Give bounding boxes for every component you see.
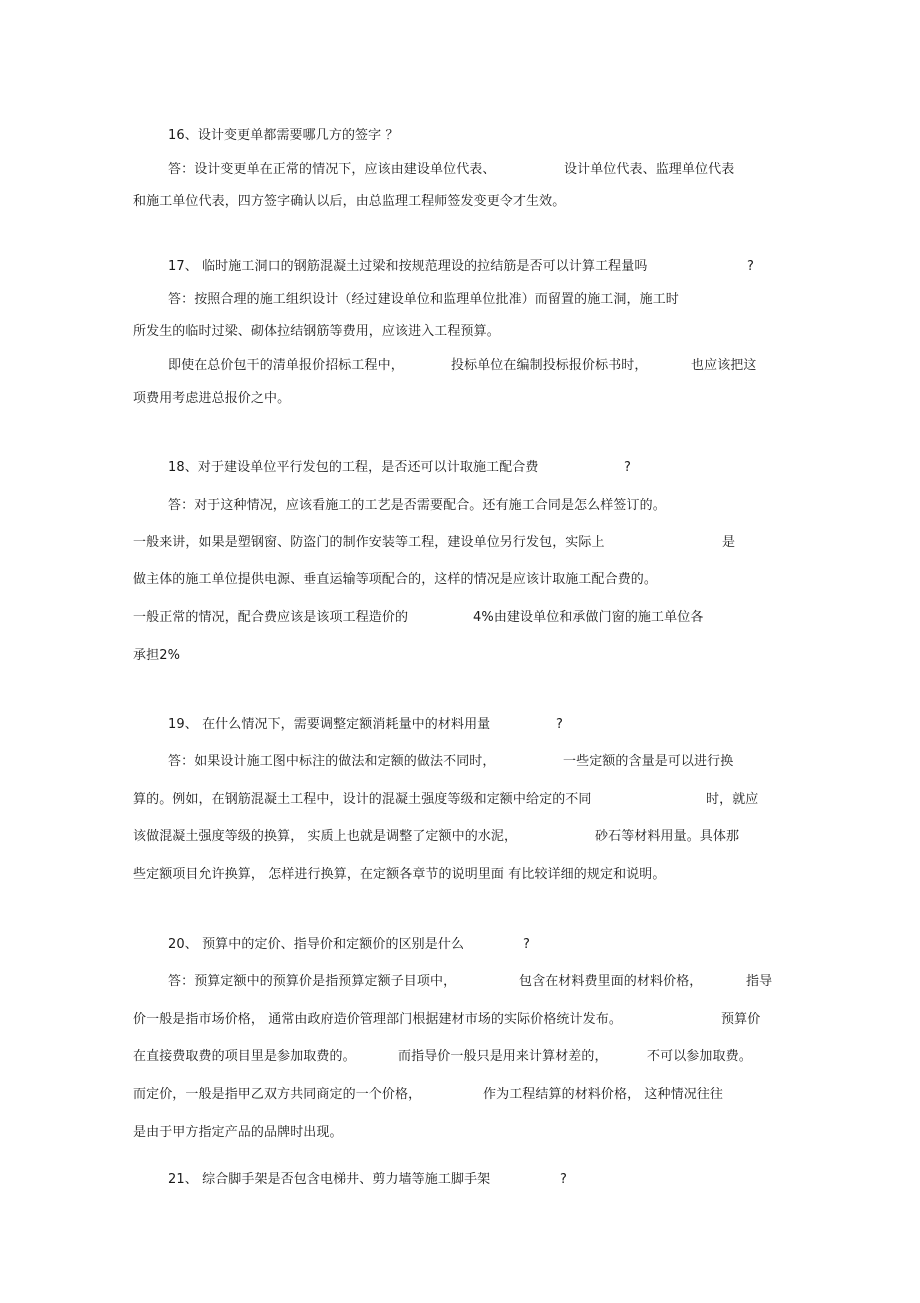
question-19 <box>168 715 588 735</box>
question-16 <box>168 126 399 146</box>
answer-text: 预算价 <box>721 1012 761 1027</box>
answer-text: 也应该把这 <box>691 358 757 373</box>
question-mark: ? <box>523 937 530 952</box>
question-mark: ? <box>560 1172 567 1187</box>
question-18 <box>168 458 648 478</box>
question-19-text: 19、 在什么情况下，需要调整定额消耗量中的材料用量 <box>168 717 491 732</box>
answer-text: 4%由建设单位和承做门窗的施工单位各 <box>473 610 704 625</box>
answer-text: 答：如果设计施工图中标注的做法和定额的做法不同时， <box>168 754 496 769</box>
answer-text: 承担2% <box>133 648 181 663</box>
answer-20-line-5 <box>133 1123 343 1143</box>
answer-18-line-5 <box>133 646 180 666</box>
question-20 <box>168 935 548 955</box>
answer-19-line-2 <box>133 790 773 810</box>
question-17-text: 17、 临时施工洞口的钢筋混凝土过梁和按规范理设的拉结筋是否可以计算工程量吗 <box>168 259 648 274</box>
answer-text: 些定额项目允许换算， 怎样进行换算，在定额各章节的说明里面 有比较详细的规定和说明。 <box>133 867 666 882</box>
answer-text: 砂石等材料用量。具体那 <box>595 829 740 844</box>
answer-text: 在直接费取费的项目里是参加取费的。 <box>133 1049 356 1064</box>
answer-18-line-3 <box>133 570 657 590</box>
answer-17-line-1 <box>168 290 679 310</box>
answer-text: 作为工程结算的材料价格， 这种情况往往 <box>483 1087 724 1102</box>
question-18-text: 18、对于建设单位平行发包的工程，是否还可以计取施工配合费 <box>168 460 539 475</box>
answer-text: 不可以参加取费。 <box>647 1049 752 1064</box>
answer-16-line-1 <box>168 160 868 180</box>
question-20-text: 20、 预算中的定价、指导价和定额价的区别是什么 <box>168 937 465 952</box>
answer-text: 而定价，一般是指甲乙双方共同商定的一个价格， <box>133 1087 422 1102</box>
answer-text: 是由于甲方指定产品的品牌时出现。 <box>133 1125 343 1140</box>
answer-text: 是 <box>722 535 736 550</box>
answer-text: 包含在材料费里面的材料价格， <box>519 974 703 989</box>
answer-19-line-4 <box>133 865 665 885</box>
answer-text: 即使在总价包干的清单报价招标工程中， <box>168 358 404 373</box>
question-21 <box>168 1170 588 1190</box>
question-17 <box>168 257 768 277</box>
answer-text: 时，就应 <box>706 792 759 807</box>
answer-text: 该做混凝土强度等级的换算， 实质上也就是调整了定额中的水泥， <box>133 829 518 844</box>
answer-18-line-1 <box>168 496 666 516</box>
answer-text: 答：设计变更单在正常的情况下，应该由建设单位代表、 <box>168 162 496 177</box>
answer-text: 算的。例如，在钢筋混凝土工程中，设计的混凝土强度等级和定额中给定的不同 <box>133 792 592 807</box>
answer-17-line-2 <box>133 322 500 342</box>
answer-20-line-1 <box>168 972 778 992</box>
answer-text: 而指导价一般只是用来计算材差的， <box>398 1049 608 1064</box>
answer-18-line-4 <box>133 608 753 628</box>
question-21-text: 21、 综合脚手架是否包含电梯井、剪力墙等施工脚手架 <box>168 1172 491 1187</box>
answer-text: 和施工单位代表，四方签字确认以后，由总监理工程师签发变更令才生效。 <box>133 194 566 209</box>
answer-text: 做主体的施工单位提供电源、垂直运输等项配合的，这样的情况是应该计取施工配合费的。 <box>133 572 658 587</box>
answer-text: 一些定额的含量是可以进行换 <box>563 754 734 769</box>
answer-17-line-4 <box>133 389 290 409</box>
answer-20-line-4 <box>133 1085 753 1105</box>
answer-text: 答：预算定额中的预算价是指预算定额子目项中， <box>168 974 457 989</box>
answer-text: 投标单位在编制投标报价标书时， <box>451 358 648 373</box>
answer-20-line-3 <box>133 1047 773 1067</box>
answer-20-line-2 <box>133 1010 773 1030</box>
answer-text: 一般正常的情况，配合费应该是该项工程造价的 <box>133 610 409 625</box>
answer-text: 答：对于这种情况，应该看施工的工艺是否需要配合。还有施工合同是怎么样签订的。 <box>168 498 666 513</box>
answer-19-line-3 <box>133 827 753 847</box>
answer-18-line-2 <box>133 533 753 553</box>
answer-text: 价一般是指市场价格， 通常由政府造价管理部门根据建材市场的实际价格统计发布。 <box>133 1012 622 1027</box>
question-mark: ? <box>747 259 754 274</box>
answer-19-line-1 <box>168 752 768 772</box>
question-mark: ? <box>556 717 563 732</box>
answer-text: 答：按照合理的施工组织设计（经过建设单位和监理单位批准）而留置的施工洞，施工时 <box>168 292 679 307</box>
answer-text: 所发生的临时过梁、砌体拉结钢筋等费用，应该进入工程预算。 <box>133 324 500 339</box>
answer-17-line-3 <box>168 356 768 376</box>
question-mark: ? <box>624 460 631 475</box>
answer-text: 一般来讲，如果是塑钢窗、防盗门的制作安装等工程，建设单位另行发包，实际上 <box>133 535 605 550</box>
answer-text: 指导 <box>746 974 773 989</box>
answer-16-line-2 <box>133 192 565 212</box>
question-16-text: 16、设计变更单都需要哪几方的签字 ？ <box>168 128 399 143</box>
answer-text: 设计单位代表、监理单位代表 <box>564 162 735 177</box>
answer-text: 项费用考虑进总报价之中。 <box>133 391 291 406</box>
